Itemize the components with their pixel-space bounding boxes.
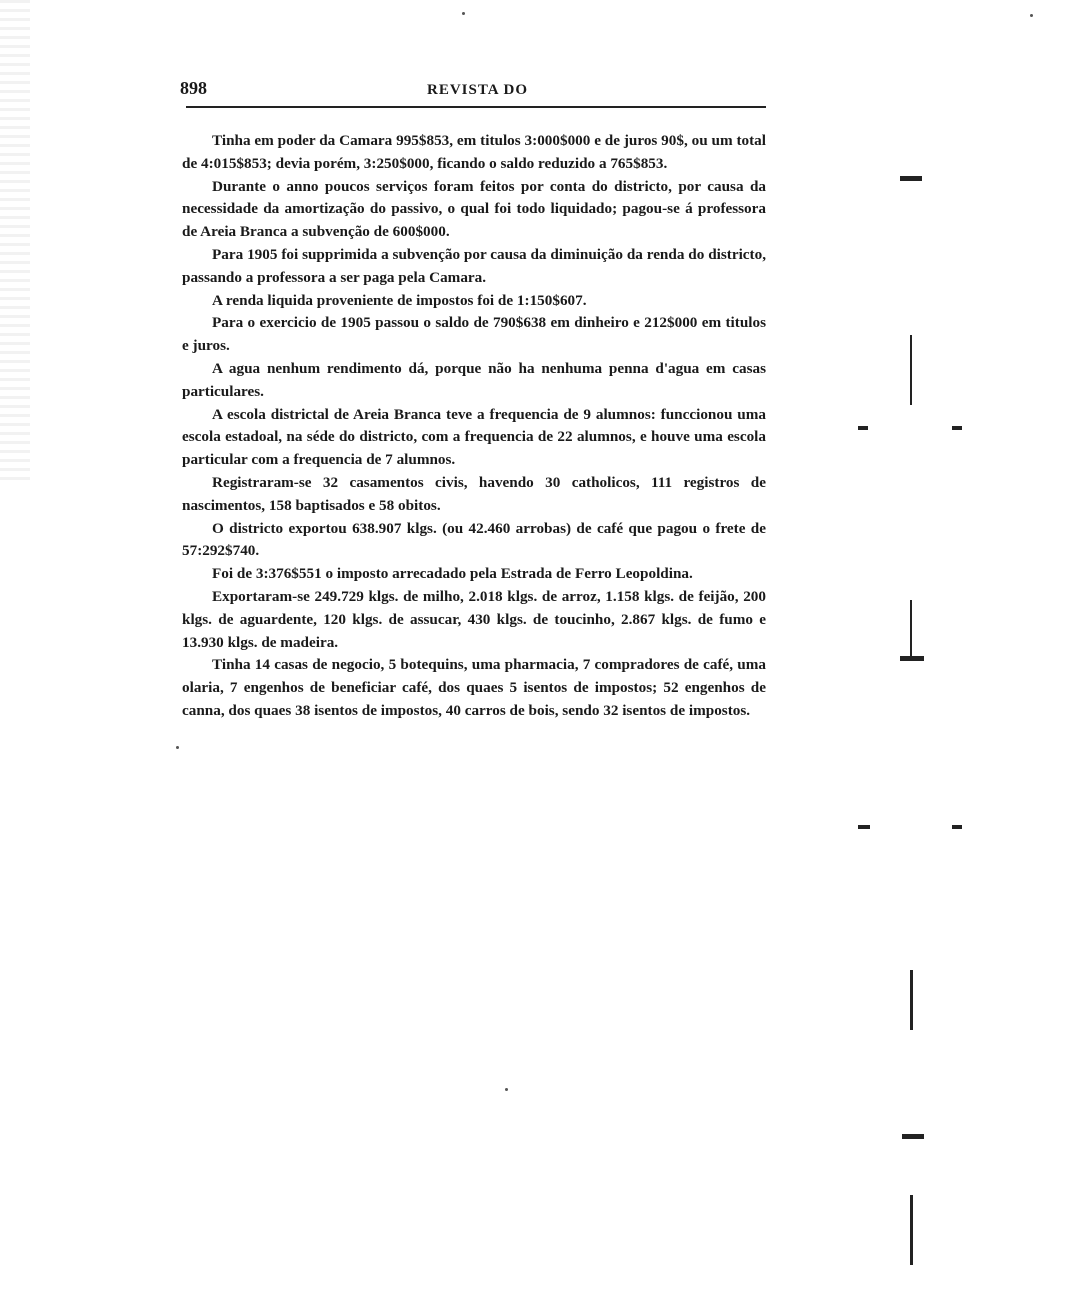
margin-mark — [952, 426, 962, 430]
running-head: REVISTA DO — [427, 82, 528, 98]
margin-mark — [900, 176, 922, 181]
margin-mark — [910, 335, 912, 405]
speck — [176, 746, 179, 749]
paragraph: A agua nenhum rendimento dá, porque não ha nenhuma penna d'agua em casas particulares. — [182, 359, 766, 400]
paragraph: Tinha em poder da Camara 995$853, em titulos 3:000$000 e de juros 90$, ou um total de 4:015$853; devia porém, 3:250$000, ficando o saldo reduzido a 765$853. — [182, 132, 766, 172]
paragraph: Exportaram-se 249.729 klgs. de milho, 2.018 klgs. de arroz, 1.158 klgs. de feijão, 200 klgs. de aguardente, 120 klgs. de assucar, 430 klgs. de toucinho, 2.867 klgs. de fumo e 13.930 klgs. de madeira. — [182, 587, 766, 651]
margin-mark — [902, 1134, 924, 1139]
speck — [462, 12, 465, 15]
paragraph: O districto exportou 638.907 klgs. (ou 42.460 arrobas) de café que pagou o frete de 57:292$740. — [182, 519, 766, 560]
margin-mark — [858, 825, 870, 829]
paragraph: A escola districtal de Areia Branca teve a frequencia de 9 alumnos: funccionou uma escola estadoal, na séde do districto, com a frequencia de 22 alumnos, e houve uma escola particular com a frequencia de 7 alumnos. — [182, 405, 766, 469]
margin-mark — [910, 600, 912, 660]
margin-mark — [952, 825, 962, 829]
speck — [505, 1088, 508, 1091]
paragraph: Para 1905 foi supprimida a subvenção por causa da diminuição da renda do districto, passando a professora a ser paga pela Camara. — [182, 245, 766, 286]
header-rule — [186, 106, 766, 108]
margin-mark — [910, 970, 913, 1030]
paragraph: A renda liquida proveniente de impostos foi de 1:150$607. — [212, 291, 587, 309]
margin-mark — [900, 656, 924, 661]
paragraph: Para o exercicio de 1905 passou o saldo de 790$638 em dinheiro e 212$000 em titulos e juros. — [182, 314, 766, 355]
paragraph: Registraram-se 32 casamentos civis, havendo 30 catholicos, 111 registros de nascimentos, 158 baptisados e 58 obitos. — [182, 473, 766, 514]
body-text — [182, 130, 766, 723]
speck — [1030, 14, 1033, 17]
paragraph: Foi de 3:376$551 o imposto arrecadado pela Estrada de Ferro Leopoldina. — [212, 565, 693, 583]
scan-edge-noise — [0, 0, 30, 480]
margin-mark — [910, 1195, 913, 1265]
paragraph: Durante o anno poucos serviços foram feitos por conta do districto, por causa da necessidade da amortização do passivo, o qual foi todo liquidado; pagou-se á professora de Areia Branca a subvenção de 600$000. — [182, 177, 766, 241]
margin-mark — [858, 426, 868, 430]
paragraph: Tinha 14 casas de negocio, 5 botequins, uma pharmacia, 7 compradores de café, uma olaria, 7 engenhos de beneficiar café, dos quaes 5 isentos de impostos; 52 engenhos de canna, dos quaes 38 isentos de impostos, 40 carros de bois, sendo 32 isentos de impostos. — [182, 656, 766, 719]
page-number: 898 — [180, 78, 207, 98]
